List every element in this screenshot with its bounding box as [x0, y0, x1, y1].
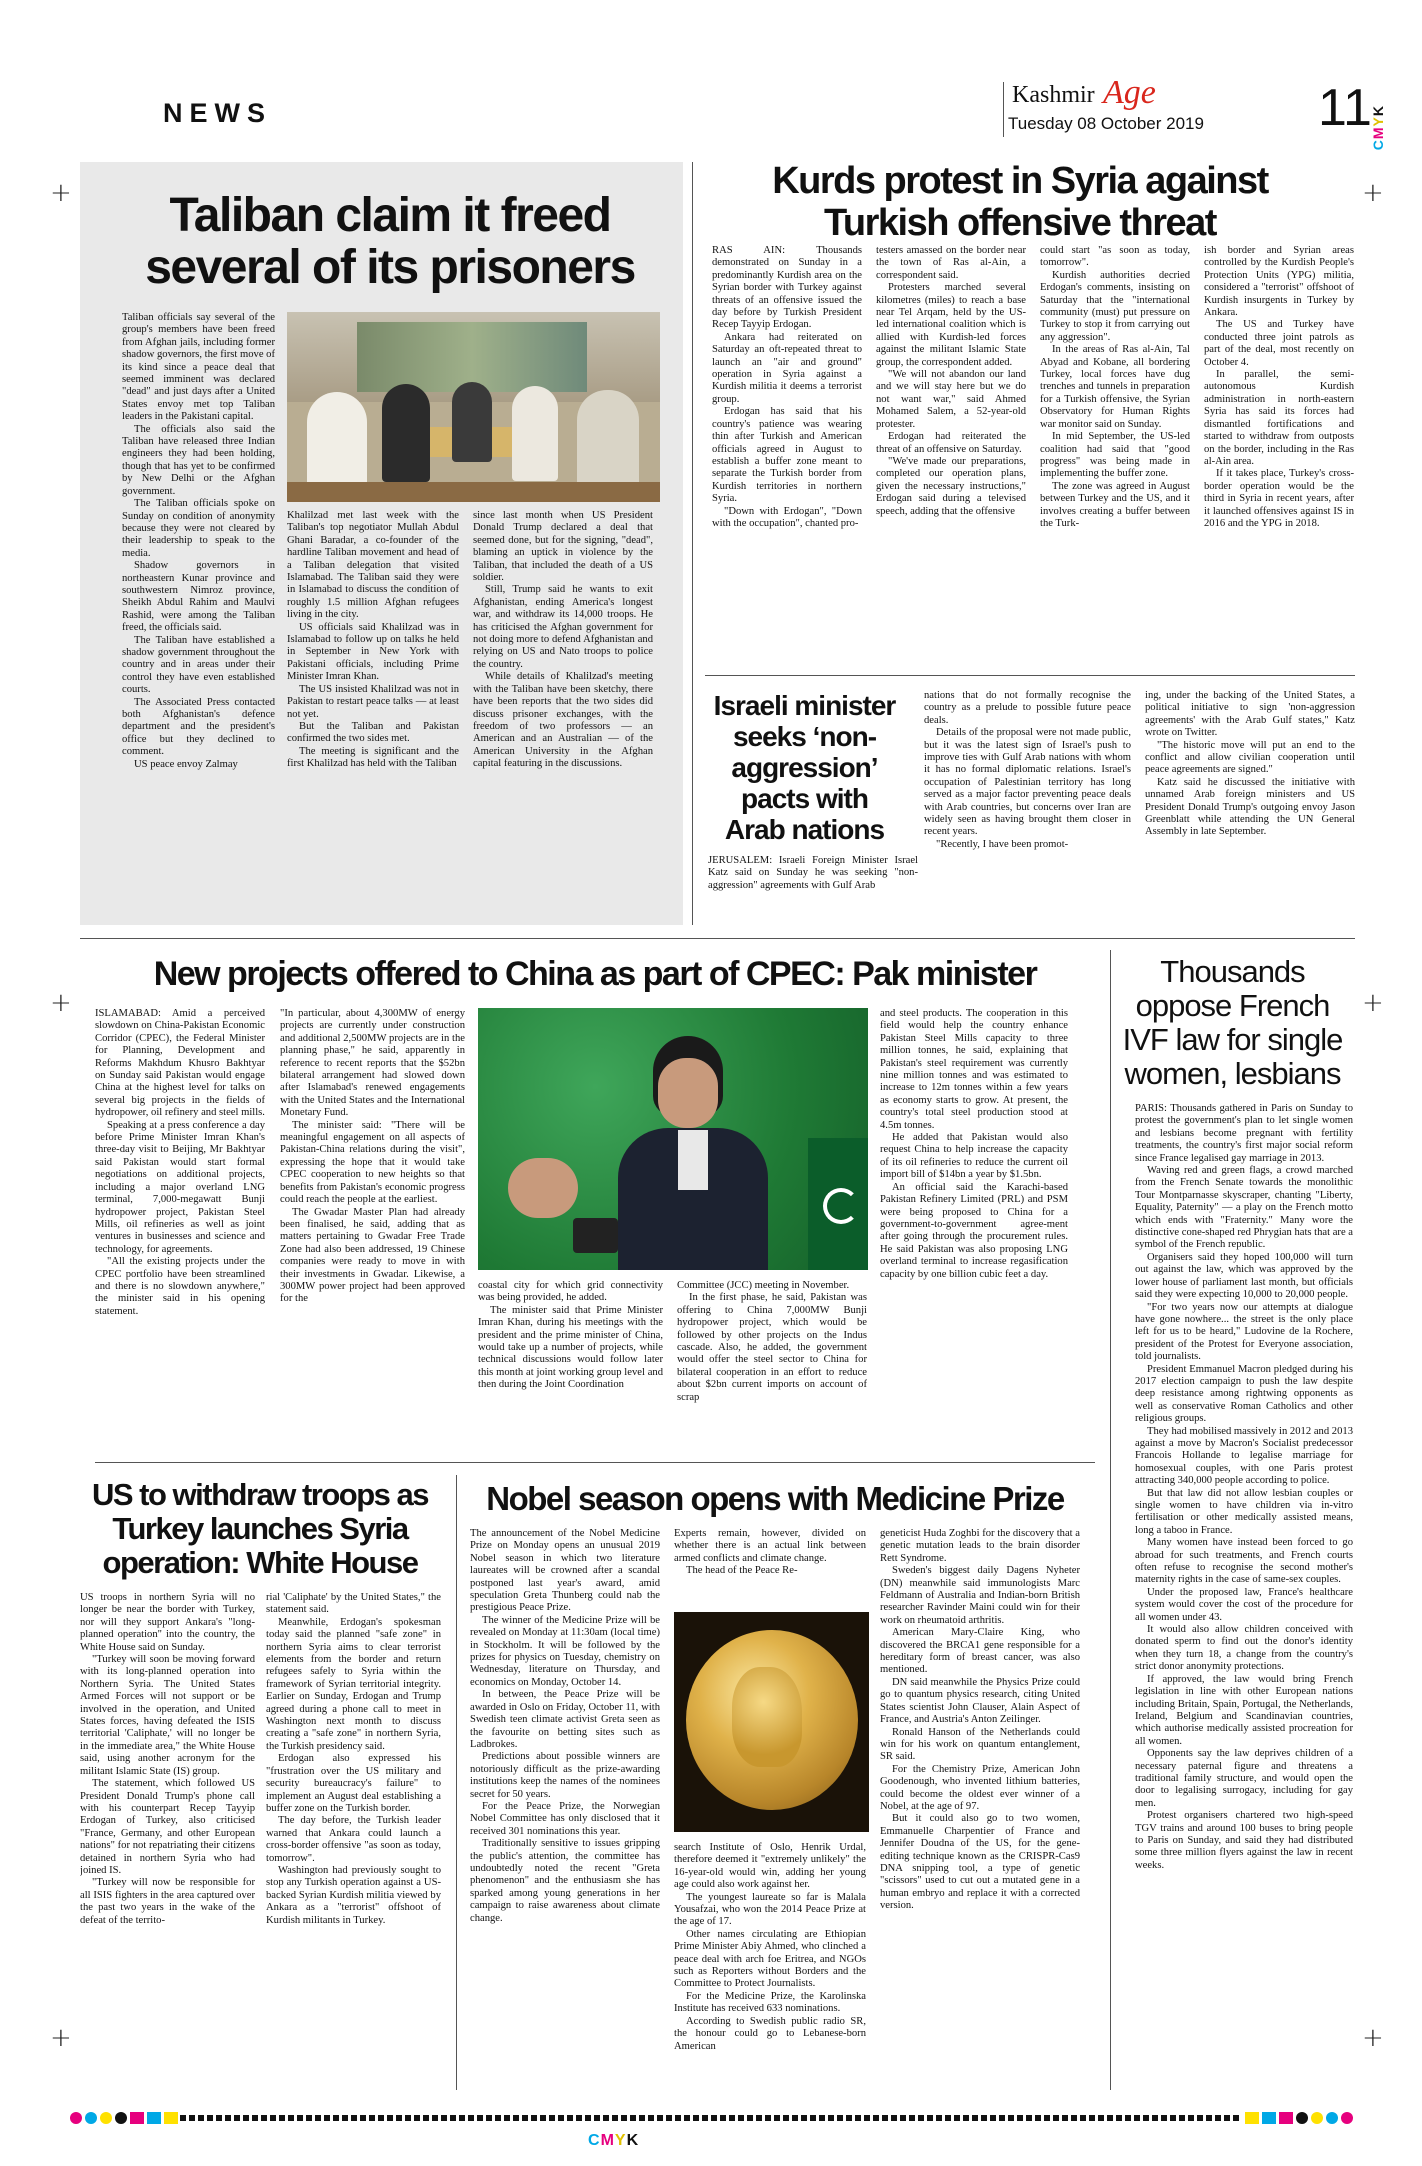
paragraph: But that law did not allow lesbian couples or single women to have children via in-vitro fertilisation or other medically assisted means, long a taboo in France. [1135, 1487, 1353, 1536]
paragraph: coastal city for which grid connectivity was being provided, he added. [478, 1280, 663, 1304]
paragraph: Organisers said they hoped 100,000 will turn out against the law, which was approved by the lower house of parliament last month, but officials said they were expecting 10,000 to 20,000 people. [1135, 1251, 1353, 1301]
taliban-column-3 [473, 510, 653, 922]
paragraph: JERUSALEM: Israeli Foreign Minister Israel Katz said on Sunday he was seeking "non-aggression" agreements with Gulf Arab [708, 855, 918, 891]
paragraph: The meeting is significant and the first Khalilzad has held with the Taliban [287, 745, 459, 770]
paragraph: But the Taliban and Pakistan confirmed the two sides met. [287, 720, 459, 745]
paragraph: They had mobilised massively in 2012 and 2013 against a move by Macron's Socialist predecessor Francois Hollande to legalise marriage for homosexual couples, with one Paris protest attracting 340,000 people according to police. [1135, 1425, 1353, 1487]
paragraph: "All the existing projects under the CPEC portfolio have been streamlined and there is no slowdown anywhere," the minister said in his opening statement. [95, 1256, 265, 1317]
paragraph: Erdogan had reiterated the threat of an offensive on Saturday. [876, 431, 1026, 455]
paragraph: "The historic move will put an end to the conflict and allow civilian cooperation until peace agreements are signed." [1145, 739, 1355, 776]
column-rule [1110, 950, 1111, 2090]
paragraph: RAS AIN: Thousands demonstrated on Sunday in a predominantly Kurdish area on the Syrian border with Turkey against threats of an offensive issued the day before by Turkish President Recep Tayyip Erdogan. [712, 245, 862, 331]
paragraph: ISLAMABAD: Amid a perceived slowdown on China-Pakistan Economic Corridor (CPEC), the Federal Minister for Planning, Development and Reforms Makhdum Khusro Bakhtyar on Sunday said Pakistan would engage China at the highest level for talks on several big projects in the fields of hydropower, oil refinery and steel mills. [95, 1008, 265, 1119]
section-rule [95, 1462, 1095, 1463]
paragraph: Erdogan also expressed his "frustration over the US military and security bureaucracy's failure" to implement an August deal establishing a buffer zone on the Turkish border. [266, 1753, 441, 1814]
column-rule [692, 162, 693, 925]
registration-mark: + [50, 2023, 72, 2053]
paragraph: The officials also said the Taliban have released three Indian engineers they had been holding, though that has yet to be confirmed by New Delhi or the Afghan government. [122, 423, 275, 497]
nobel-column-3 [880, 1528, 1080, 2090]
paragraph: For the Chemistry Prize, American John Goodenough, who invented lithium batteries, could become the oldest ever winner of a Nobel, at the age of 97. [880, 1763, 1080, 1812]
cpec-column-2 [280, 1008, 465, 1450]
cpec-column-4 [677, 1280, 867, 1450]
cpec-column-1 [95, 1008, 265, 1450]
paragraph: In parallel, the semi-autonomous Kurdish administration in north-eastern Syria has said its forces had dismantled fortifications and started to withdraw from outposts on the border, including in the Ras al-Ain area. [1204, 369, 1354, 467]
paragraph: testers amassed on the border near the town of Ras al-Ain, a correspondent said. [876, 245, 1026, 281]
israel-lead [708, 855, 918, 915]
paragraph: Meanwhile, Erdogan's spokesman today said the planned "safe zone" in northern Syria aims to clear terrorist elements from the border and return refugees safely to Syria within the framework of Syrian territorial integrity. Earlier on Sunday, Erdogan and Trump agreed during a phone call to meet in Washington next month to discuss creating a "safe zone" in northern Syria, the Turkish presidency said. [266, 1616, 441, 1752]
paragraph: ing, under the backing of the United States, a political initiative to sign 'non-aggression agreements' with the Arab Gulf states," Katz wrote on Twitter. [1145, 690, 1355, 739]
registration-mark: + [1362, 2023, 1384, 2053]
paragraph: geneticist Huda Zoghbi for the discovery that a genetic mutation leads to the brain disorder Rett Syndrome. [880, 1528, 1080, 1564]
registration-mark: + [50, 988, 72, 1018]
column-rule [456, 1475, 457, 2090]
cpec-column-5 [880, 1008, 1068, 1450]
taliban-meeting-photo [287, 312, 660, 502]
paragraph: While details of Khalilzad's meeting with the Taliban have been sketchy, there have been reports that the two sides did discuss prisoner exchanges, with the freedom of two professors — an American and an Australian — of the American University in the Afghan capital featuring in the discussions. [473, 671, 653, 770]
nobel-headline: Nobel season opens with Medicine Prize [486, 1480, 1064, 1517]
paragraph: American Mary-Claire King, who discovered the BRCA1 gene responsible for a hereditary form of breast cancer, was also mentioned. [880, 1627, 1080, 1676]
paragraph: US officials said Khalilzad was in Islamabad to follow up on talks he held in September in New York with Pakistani officials, including Prime Minister Imran Khan. [287, 621, 459, 683]
paragraph: Taliban officials say several of the group's members have been freed from Afghan jails, including former shadow governors, the first move of its kind since a peace deal that seemed imminent was declared "dead" and just days after a United States envoy met top Taliban leaders in the Pakistani capital. [122, 312, 275, 423]
paragraph: Still, Trump said he wants to exit Afghanistan, ending America's longest war, and withdraw its 14,000 troops. He has criticised the Afghan government for not doing more to defend Afghanistan and relying on US and Nato troops to police the country. [473, 584, 653, 670]
paragraph: For the Peace Prize, the Norwegian Nobel Committee has only disclosed that it received 301 nominations this year. [470, 1800, 660, 1837]
paragraph: Traditionally sensitive to issues gripping the public's attention, the committee has undoubtedly noted the recent "Greta phenomenon" and the enthusiasm she has sparked among young generations in her campaign to raise awareness about climate change. [470, 1838, 660, 1924]
paragraph: The winner of the Medicine Prize will be revealed on Monday at 11:30am (local time) in Stockholm. It will be followed by the prizes for physics on Tuesday, chemistry on Wednesday, literature on Thursday, and economics on Monday, October 14. [470, 1614, 660, 1688]
paragraph: If it takes place, Turkey's cross-border operation would be the third in Syria in recent years, after it launched offensives against IS in 2016 and the YPG in 2018. [1204, 468, 1354, 529]
paragraph: The zone was agreed in August between Turkey and the US, and it involves creating a buffer between the Turk- [1040, 480, 1190, 529]
cpec-column-3 [478, 1280, 663, 1450]
paragraph: The announcement of the Nobel Medicine Prize on Monday opens an unusual 2019 Nobel season in which two literature laureates will be crowned after a scandal postponed last year's award, amid speculation Greta Thunberg could nab the prestigious Peace Prize. [470, 1528, 660, 1614]
paragraph: He added that Pakistan would also request China to help increase the capacity of its oil refineries to reduce the current oil import bill of $14bn a year by $1.5bn. [880, 1132, 1068, 1181]
france-column [1135, 1103, 1353, 2088]
paragraph: The youngest laureate so far is Malala Yousafzai, who won the 2014 Peace Prize at the age of 17. [674, 1891, 866, 1928]
paragraph: The Gwadar Master Plan had already been finalised, he said, adding that as matters pertaining to Gwadar Free Trade Zone had also been addressed, 19 Chinese companies were ready to move in with their investments in Gwadar. Likewise, a 300MW power project had been approved for the [280, 1206, 465, 1305]
taliban-column-1 [122, 312, 275, 922]
paragraph: "For two years now our attempts at dialogue have gone nowhere... the street is the only place left for us to be heard," Ludovine de la Rochere, president of the Protest for Everyone association, told journalists. [1135, 1301, 1353, 1363]
footer-rule [180, 2115, 1240, 2121]
paragraph: Katz said he discussed the initiative with unnamed Arab foreign ministers and US President Donald Trump's outgoing envoy Jason Greenblatt while attending the UN General Assembly in late September. [1145, 776, 1355, 838]
color-registration-bar-left [70, 2112, 180, 2124]
paragraph: The minister said: "There will be meaningful engagement on all aspects of Pakistan-China relations during the visit", expressing the hope that it would take CPEC cooperation to new heights so that benefits from Pakistan's economic progress could reach the people at the earliest. [280, 1119, 465, 1206]
paragraph: Committee (JCC) meeting in November. [677, 1280, 850, 1291]
kurds-headline: Kurds protest in Syria against Turkish offensive threat [772, 160, 1268, 244]
paragraph: President Emmanuel Macron pledged during his 2017 election campaign to push the law despite deep resistance among rightwing opponents as well as conservative Roman Catholics and other religious groups. [1135, 1363, 1353, 1425]
cpec-headline: New projects offered to China as part of CPEC: Pak minister [153, 955, 1037, 993]
paragraph: Washington had previously sought to stop any Turkish operation against a US-backed Syrian Kurdish militia viewed by Ankara as a "terrorist" offshoot of Kurdish militants in Turkey. [266, 1864, 441, 1926]
ustroops-column-1 [80, 1592, 255, 2092]
paragraph: "Turkey will now be responsible for all ISIS fighters in the area captured over the past two years in the wake of the defeat of the territo- [80, 1877, 255, 1926]
paragraph: The Taliban have established a shadow government throughout the country and in areas under their control they have even established courts. [122, 634, 275, 696]
paragraph: US troops in northern Syria will no longer be near the border with Turkey, nor will they support Ankara's "long-planned operation" into the country, the White House said on Sunday. [80, 1592, 255, 1653]
kurds-column-3 [1040, 245, 1190, 665]
paragraph: The statement, which followed US President Donald Trump's phone call with his counterpart Recep Tayyip Erdogan of Turkey, also criticised "France, Germany, and other European nations" for not repatriating their citizens detained in northern Syria who had joined IS. [80, 1778, 255, 1876]
paragraph: "We will not abandon our land and we will stay here but we do not want war," said Ahmed Mohamed Salem, a 52-year-old protester. [876, 369, 1026, 430]
masthead-logo [1008, 76, 1308, 136]
paragraph: "We've made our preparations, completed our operation plans, given the necessary instructions," Erdogan said during a televised speech, adding that the offensive [876, 455, 1026, 517]
ustroops-headline: US to withdraw troops as Turkey launches Syria operation: White House [91, 1477, 429, 1580]
paragraph: Erdogan has said that his country's patience was wearing thin after Turkish and American officials agreed in August to establish a buffer zone meant to separate the Turkish border from Kurdish territories in northern Syria. [712, 406, 862, 505]
paragraph: Experts remain, however, divided on whether there is an actual link between armed conflicts and climate change. [674, 1528, 866, 1564]
paragraph: Ronald Hanson of the Netherlands could win for his work on quantum entanglement, SR said. [880, 1726, 1080, 1763]
paragraph: could start "as soon as today, tomorrow". [1040, 245, 1190, 269]
taliban-headline: Taliban claim it freed several of its prisoners [145, 189, 635, 294]
paragraph: rial 'Caliphate' by the United States," the statement said. [266, 1592, 441, 1616]
paragraph: Ankara had reiterated on Saturday an oft-repeated threat to launch an "air and ground" operation in Syria against a Kurdish militia it deems a terrorist group. [712, 331, 862, 405]
paragraph: In between, the Peace Prize will be awarded in Oslo on Friday, October 11, with Swedish teen climate activist Greta seen as the favourite on betting sites such as Ladbrokes. [470, 1689, 660, 1750]
issue-date: Tuesday 08 October 2019 [1008, 114, 1204, 133]
nobel-column-2-top [674, 1528, 866, 1613]
kurds-column-1 [712, 245, 862, 665]
paragraph: An official said the Karachi-based Pakistan Refinery Limited (PRL) and PSM were being proposed to China for a government-to-government agree-ment after going through the procurement rules. He said Pakistan was also proposing LNG overland terminal to increase regasification capacity by one billion cubic feet a day. [880, 1181, 1068, 1280]
registration-mark: + [1362, 988, 1384, 1018]
paper-name-kashmir: Kashmir [1012, 82, 1095, 108]
paragraph: search Institute of Oslo, Henrik Urdal, therefore deemed it "extremely unlikely" the 16-year-old would win, adding her young age could also work against her. [674, 1842, 866, 1891]
paragraph: The US insisted Khalilzad was not in Pakistan to restart peace talks — at least not yet. [287, 683, 459, 720]
paragraph: The minister said that Prime Minister Imran Khan, during his meetings with the president and the prime minister of China, would take up a number of projects, while technical discussions would follow later this month at joint working group level and then during the Joint Coordination [478, 1304, 663, 1391]
paragraph: Protesters marched several kilometres (miles) to reach a base near Tel Arqam, held by the US-led international coalition which is allied with Kurdish-led forces against the militant Islamic State group, the correspondent added. [876, 282, 1026, 368]
france-headline: Thousands oppose French IVF law for single women, lesbians [1122, 954, 1343, 1091]
nobel-column-2-bottom [674, 1842, 866, 2090]
ustroops-column-2 [266, 1592, 441, 2092]
paragraph: The Associated Press contacted both Afghanistan's defence department and the president's office but they declined to comment. [122, 696, 275, 758]
paragraph: The day before, the Turkish leader warned that Ankara could launch a cross-border offensive "as soon as today, tomorrow". [266, 1815, 441, 1864]
paragraph: PARIS: Thousands gathered in Paris on Sunday to protest the government's plan to let single women and lesbians become pregnant with fertility treatments, the country's first major social reform since France legalised gay marriage in 2013. [1135, 1103, 1353, 1164]
paragraph: In the first phase, he said, Pakistan was offering to China 7,000MW Bunji hydropower project, which would be followed by other projects on the Indus cascade. Also, he added, the government would offer the steel sector to China for bilateral cooperation in an effort to reduce about $2bn current imports on account of scrap [677, 1292, 867, 1403]
paragraph: The Taliban officials spoke on Sunday on condition of anonymity because they were not cleared by their leadership to speak to the media. [122, 498, 275, 559]
paragraph: According to Swedish public radio SR, the honour could go to Lebanese-born American [674, 2015, 866, 2052]
paragraph: US peace envoy Zalmay [134, 758, 238, 770]
nobel-medal-photo [674, 1612, 869, 1832]
paragraph: The US and Turkey have conducted three joint patrols as part of the deal, most recently on October 4. [1204, 319, 1354, 368]
paragraph: Protest organisers chartered two high-speed TGV trains and around 100 buses to bring people to Paris on Sunday, and said they had distributed some three million flyers against the law in recent weeks. [1135, 1810, 1353, 1871]
registration-mark: + [50, 178, 72, 208]
minister-press-photo [478, 1008, 868, 1270]
page-number: 11 [1318, 79, 1372, 137]
section-rule [80, 938, 1355, 939]
paragraph: In mid September, the US-led coalition had said that "good progress" was being made in implementing the buffer zone. [1040, 431, 1190, 480]
paper-name-age: Age [1103, 74, 1156, 111]
paragraph: But it could also go to two women, Emmanuelle Charpentier of France and Jennifer Doudna of the US, for the gene-editing technique known as the CRISPR-Cas9 DNA snipping tool, a type of genetic "scissors" used to cut out a mutated gene in a human embryo and replace it with a corrected version. [880, 1813, 1080, 1912]
paragraph: Many women have instead been forced to go abroad for such treatments, and French courts often refuse to recognise the second mother's maternity rights in the case of same-sex couples. [1135, 1537, 1353, 1586]
section-label: NEWS [163, 98, 272, 128]
paragraph: It would also allow children conceived with donated sperm to find out the donor's identity when they turn 18, a change from the country's strict donor anonymity protections. [1135, 1624, 1353, 1673]
registration-mark: + [1362, 178, 1384, 208]
israel-column-3 [1145, 690, 1355, 915]
paragraph: ish border and Syrian areas controlled by the Kurdish People's Protection Units (YPG) militia, considered a "terrorist" offshoot of Kurdish insurgents in Turkey by Ankara. [1204, 245, 1354, 319]
paragraph: "Recently, I have been promot- [936, 838, 1069, 850]
paragraph: Shadow governors in northeastern Kunar province and southwestern Nimroz province, Sheikh Abdul Rahim and Maulvi Rashid, were among the Taliban freed, the officials said. [122, 560, 275, 634]
paragraph: "Down with Erdogan", "Down with the occupation", chanted pro- [712, 505, 862, 529]
cmyk-vertical-label: CMYK [1370, 105, 1386, 151]
paragraph: Sweden's biggest daily Dagens Nyheter (DN) meanwhile said immunologists Marc Feldmann of Australia and Indian-born British researcher Ravinder Maini could win for their work on rheumatoid arthritis. [880, 1565, 1080, 1626]
paragraph: "In particular, about 4,300MW of energy projects are currently under construction and additional 2,500MW projects are in the planning phase," he said, apparently in reference to recent reports that the $52bn bilateral arrangement had slowed down after Islamabad's renewed engagements with the United States and the International Monetary Fund. [280, 1008, 465, 1119]
paragraph: Under the proposed law, France's healthcare system would cover the cost of the procedure for all women under 43. [1135, 1586, 1353, 1623]
paragraph: "Turkey will soon be moving forward with its long-planned operation into Northern Syria. The United States Armed Forces will not support or be involved in the operation, and United States forces, having defeated the ISIS territorial 'Caliphate,' will no longer be in the immediate area," the White House said, using another acronym for the militant Islamic State (IS) group. [80, 1654, 255, 1777]
kurds-column-4 [1204, 245, 1354, 665]
paragraph: Waving red and green flags, a crowd marched from the French Senate towards the monolithic Tour Montparnasse skyscraper, chanting "Liberty, Equality, Paternity" — a play on the French motto which ends with "Fraternity." Many wore the distinctive cone-shaped red Phrygian hats that are a symbol of the French republic. [1135, 1165, 1353, 1251]
paragraph: Kurdish authorities decried Erdogan's comments, insisting on Saturday that the "international community (must) put pressure on Turkey to stop it from carrying out any aggression". [1040, 269, 1190, 343]
israel-headline: Israeli minister seeks ‘non-aggression’ pacts with Arab nations [713, 690, 896, 845]
kurds-column-2 [876, 245, 1026, 665]
paragraph: The head of the Peace Re- [686, 1565, 798, 1577]
cmyk-footer-label: CMYK [588, 2132, 640, 2149]
paragraph: nations that do not formally recognise the country as a prelude to possible future peace deals. [924, 690, 1131, 726]
paragraph: Predictions about possible winners are notoriously difficult as the prize-awarding institutions keep the names of the nominees secret for 50 years. [470, 1751, 660, 1800]
paragraph: For the Medicine Prize, the Karolinska Institute has received 633 nominations. [674, 1990, 866, 2015]
taliban-column-2 [287, 510, 459, 922]
paragraph: Other names circulating are Ethiopian Prime Minister Abiy Ahmed, who clinched a peace deal with arch foe Eritrea, and NGOs such as Reporters without Borders and the Committee to Protect Journalists. [674, 1928, 866, 1990]
paragraph: Details of the proposal were not made public, but it was the latest sign of Israel's push to improve ties with Gulf Arab nations with whom it has no formal diplomatic relations. Israel's occupation of Palestinian territory has long served as a major factor preventing peace deals with Arab countries, but concerns over Iran are widely seen as having brought them closer in recent years. [924, 727, 1131, 838]
paragraph: and steel products. The cooperation in this field would help the country enhance Pakistan Steel Mills capacity to three million tonnes, he said, explaining that Pakistan's steel requirement was currently nine million tonnes and was estimated to increase to 12m tonnes within a few years as economy starts to grow. At present, the country's total steel production stood at 4.5m tonnes. [880, 1008, 1068, 1131]
paragraph: Opponents say the law deprives children of a necessary paternal figure and threatens a traditional family structure, and would open the door to legalising surrogacy, including for gay men. [1135, 1748, 1353, 1809]
paragraph: Speaking at a press conference a day before Prime Minister Imran Khan's three-day visit to Beijing, Mr Bakhtyar said Pakistan would start formal negotiations on additional projects, including a major overland LNG terminal, 7,000-megawatt Bunji hydropower project, Pakistan Steel Mills, oil refineries as well as joint ventures in businesses and science and technology, for agreements. [95, 1119, 265, 1255]
nobel-column-1 [470, 1528, 660, 2090]
israel-column-2 [924, 690, 1131, 915]
color-registration-bar-right [1245, 2112, 1355, 2124]
paragraph: DN said meanwhile the Physics Prize could go to quantum physics research, citing United States scientist John Clauser, Alain Aspect of France, and Austria's Anton Zeilinger. [880, 1676, 1080, 1726]
paragraph: since last month when US President Donald Trump declared a deal that seemed done, but for the signing, "dead", blaming an uptick in violence by the Taliban, that included the death of a US soldier. [473, 510, 653, 584]
masthead-divider [1003, 82, 1004, 137]
paragraph: In the areas of Ras al-Ain, Tal Abyad and Kobane, all bordering Turkey, local forces have dug trenches and tunnels in preparation for a Turkish offensive, the Syrian Observatory for Human Rights war monitor said on Sunday. [1040, 344, 1190, 430]
section-rule [705, 675, 1355, 676]
paragraph: If approved, the law would bring French legislation in line with other European nations including Britain, Spain, Portugal, the Netherlands, Ireland, Belgium and Scandinavian countries, which authorise medically assisted procreation for all women. [1135, 1673, 1353, 1747]
paragraph: Khalilzad met last week with the Taliban's top negotiator Mullah Abdul Ghani Baradar, a co-founder of the hardline Taliban movement and head of a Taliban delegation that visited Islamabad. The Taliban said they were in Islamabad to discuss the condition of roughly 1.5 million Afghan refugees living in the city. [287, 510, 459, 621]
